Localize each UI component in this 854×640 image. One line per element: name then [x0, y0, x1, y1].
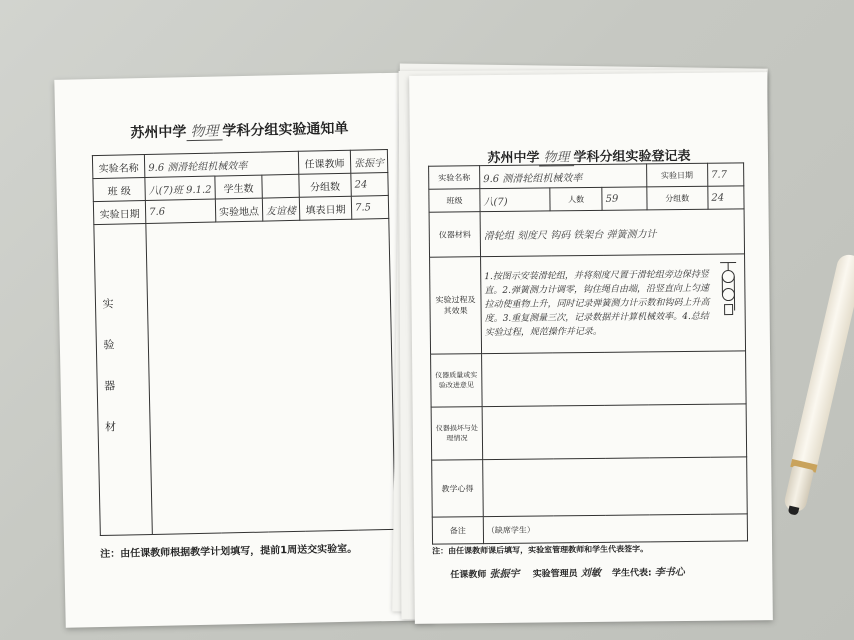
table-row: [430, 254, 746, 354]
value-remarks: （缺席学生）: [483, 514, 747, 544]
title-suffix: 学科分组实验登记表: [573, 148, 691, 166]
value-quality: [482, 351, 747, 407]
registration-form-sheet: [409, 72, 773, 624]
notification-form-table: [92, 149, 396, 536]
label-date: 实验日期: [646, 163, 708, 187]
table-row: [431, 404, 747, 460]
notification-form-sheet: [54, 72, 433, 628]
value-people: 59: [602, 187, 647, 210]
value-teacher: 张振宇: [350, 149, 387, 173]
value-students: [262, 174, 299, 198]
registration-form-table: [428, 162, 748, 544]
notification-note: 注：由任课教师根据教学计划填写，提前1周送交实验室。: [100, 543, 358, 561]
table-row: [429, 163, 744, 189]
value-date: 7.7: [707, 163, 743, 186]
label-equipment: 仪器材料: [429, 212, 480, 258]
label-teacher: 任课教师: [298, 150, 351, 174]
label-experiment-name: 实验名称: [429, 166, 480, 190]
value-damage: [482, 404, 747, 460]
process-cell: [481, 254, 746, 354]
title-prefix: 苏州中学: [487, 150, 540, 167]
label-fill-date: 填表日期: [299, 196, 352, 220]
title-prefix: 苏州中学: [130, 124, 187, 142]
value-groups: 24: [708, 186, 744, 209]
equipment-label-cell: [94, 224, 153, 536]
value-experiment-name: 9.6 测滑轮组机械效率: [144, 151, 298, 177]
table-row: [432, 457, 748, 517]
label-people: 人数: [550, 187, 602, 211]
table-row: [94, 218, 395, 535]
value-class: 八(7): [480, 188, 551, 212]
sign-student-label: 学生代表:: [611, 568, 652, 579]
value-process: 1.按图示安装滑轮组，并将刻度尺置于滑轮组旁边保持竖直。2.弹簧测力计调零，钩住绳自由端，沿竖直向上匀速拉动使重物上升，同时记录弹簧测力计示数和钩码上升高度。3.重复测量三次，记录数据并计算机械效率。4.总结实验过程，规范操作并记录。: [484, 269, 710, 339]
value-groups: 24: [351, 172, 388, 196]
title-subject-handwritten: 物理: [186, 123, 222, 141]
value-date: 7.6: [145, 199, 215, 223]
label-place: 实验地点: [215, 198, 262, 222]
value-class: 八(7)班 9.1.2: [145, 176, 215, 200]
title-subject-handwritten: 物理: [539, 150, 573, 166]
label-students: 学生数: [215, 175, 262, 199]
value-place: 友谊楼: [262, 197, 299, 221]
value-fill-date: 7.5: [351, 195, 388, 219]
notification-form-title: [55, 116, 423, 144]
label-date: 实验日期: [93, 201, 146, 225]
label-class: 班 级: [93, 178, 146, 202]
label-remarks: 备注: [432, 517, 483, 545]
sign-student-value: 李书心: [654, 567, 685, 579]
label-experiment-name: 实验名称: [92, 155, 145, 179]
signature-line: [450, 563, 684, 580]
label-groups: 分组数: [299, 173, 352, 197]
value-reflection: [483, 457, 748, 517]
title-suffix: 学科分组实验通知单: [222, 120, 349, 140]
sign-admin-value: 刘敏: [580, 567, 601, 580]
sign-teacher-label: 任课教师: [450, 570, 487, 581]
table-row: [431, 351, 747, 407]
registration-note: 注：由任课教师课后填写，实验室管理教师和学生代表签字。: [432, 544, 649, 556]
table-row: [429, 186, 744, 212]
pulley-sketch-icon: [716, 260, 739, 322]
sign-teacher-value: 张振宇: [489, 568, 520, 581]
label-damage: 仪器损坏与处理情况: [431, 407, 483, 461]
value-equipment: 滑轮组 刻度尺 钩码 铁架台 弹簧测力计: [480, 209, 744, 257]
table-row: [429, 209, 744, 257]
sign-admin-label: 实验管理员: [532, 569, 578, 580]
value-experiment-name: 9.6 测滑轮组机械效率: [480, 164, 647, 189]
label-equipment: 实验器材: [100, 297, 118, 462]
label-groups: 分组数: [646, 186, 708, 210]
label-process: 实验过程及其效果: [430, 257, 482, 355]
table-row: [432, 514, 747, 544]
equipment-area: [146, 218, 395, 534]
label-quality: 仪器质量或实验改进意见: [431, 354, 483, 408]
label-class: 班级: [429, 189, 480, 213]
label-reflection: 教学心得: [432, 460, 484, 518]
